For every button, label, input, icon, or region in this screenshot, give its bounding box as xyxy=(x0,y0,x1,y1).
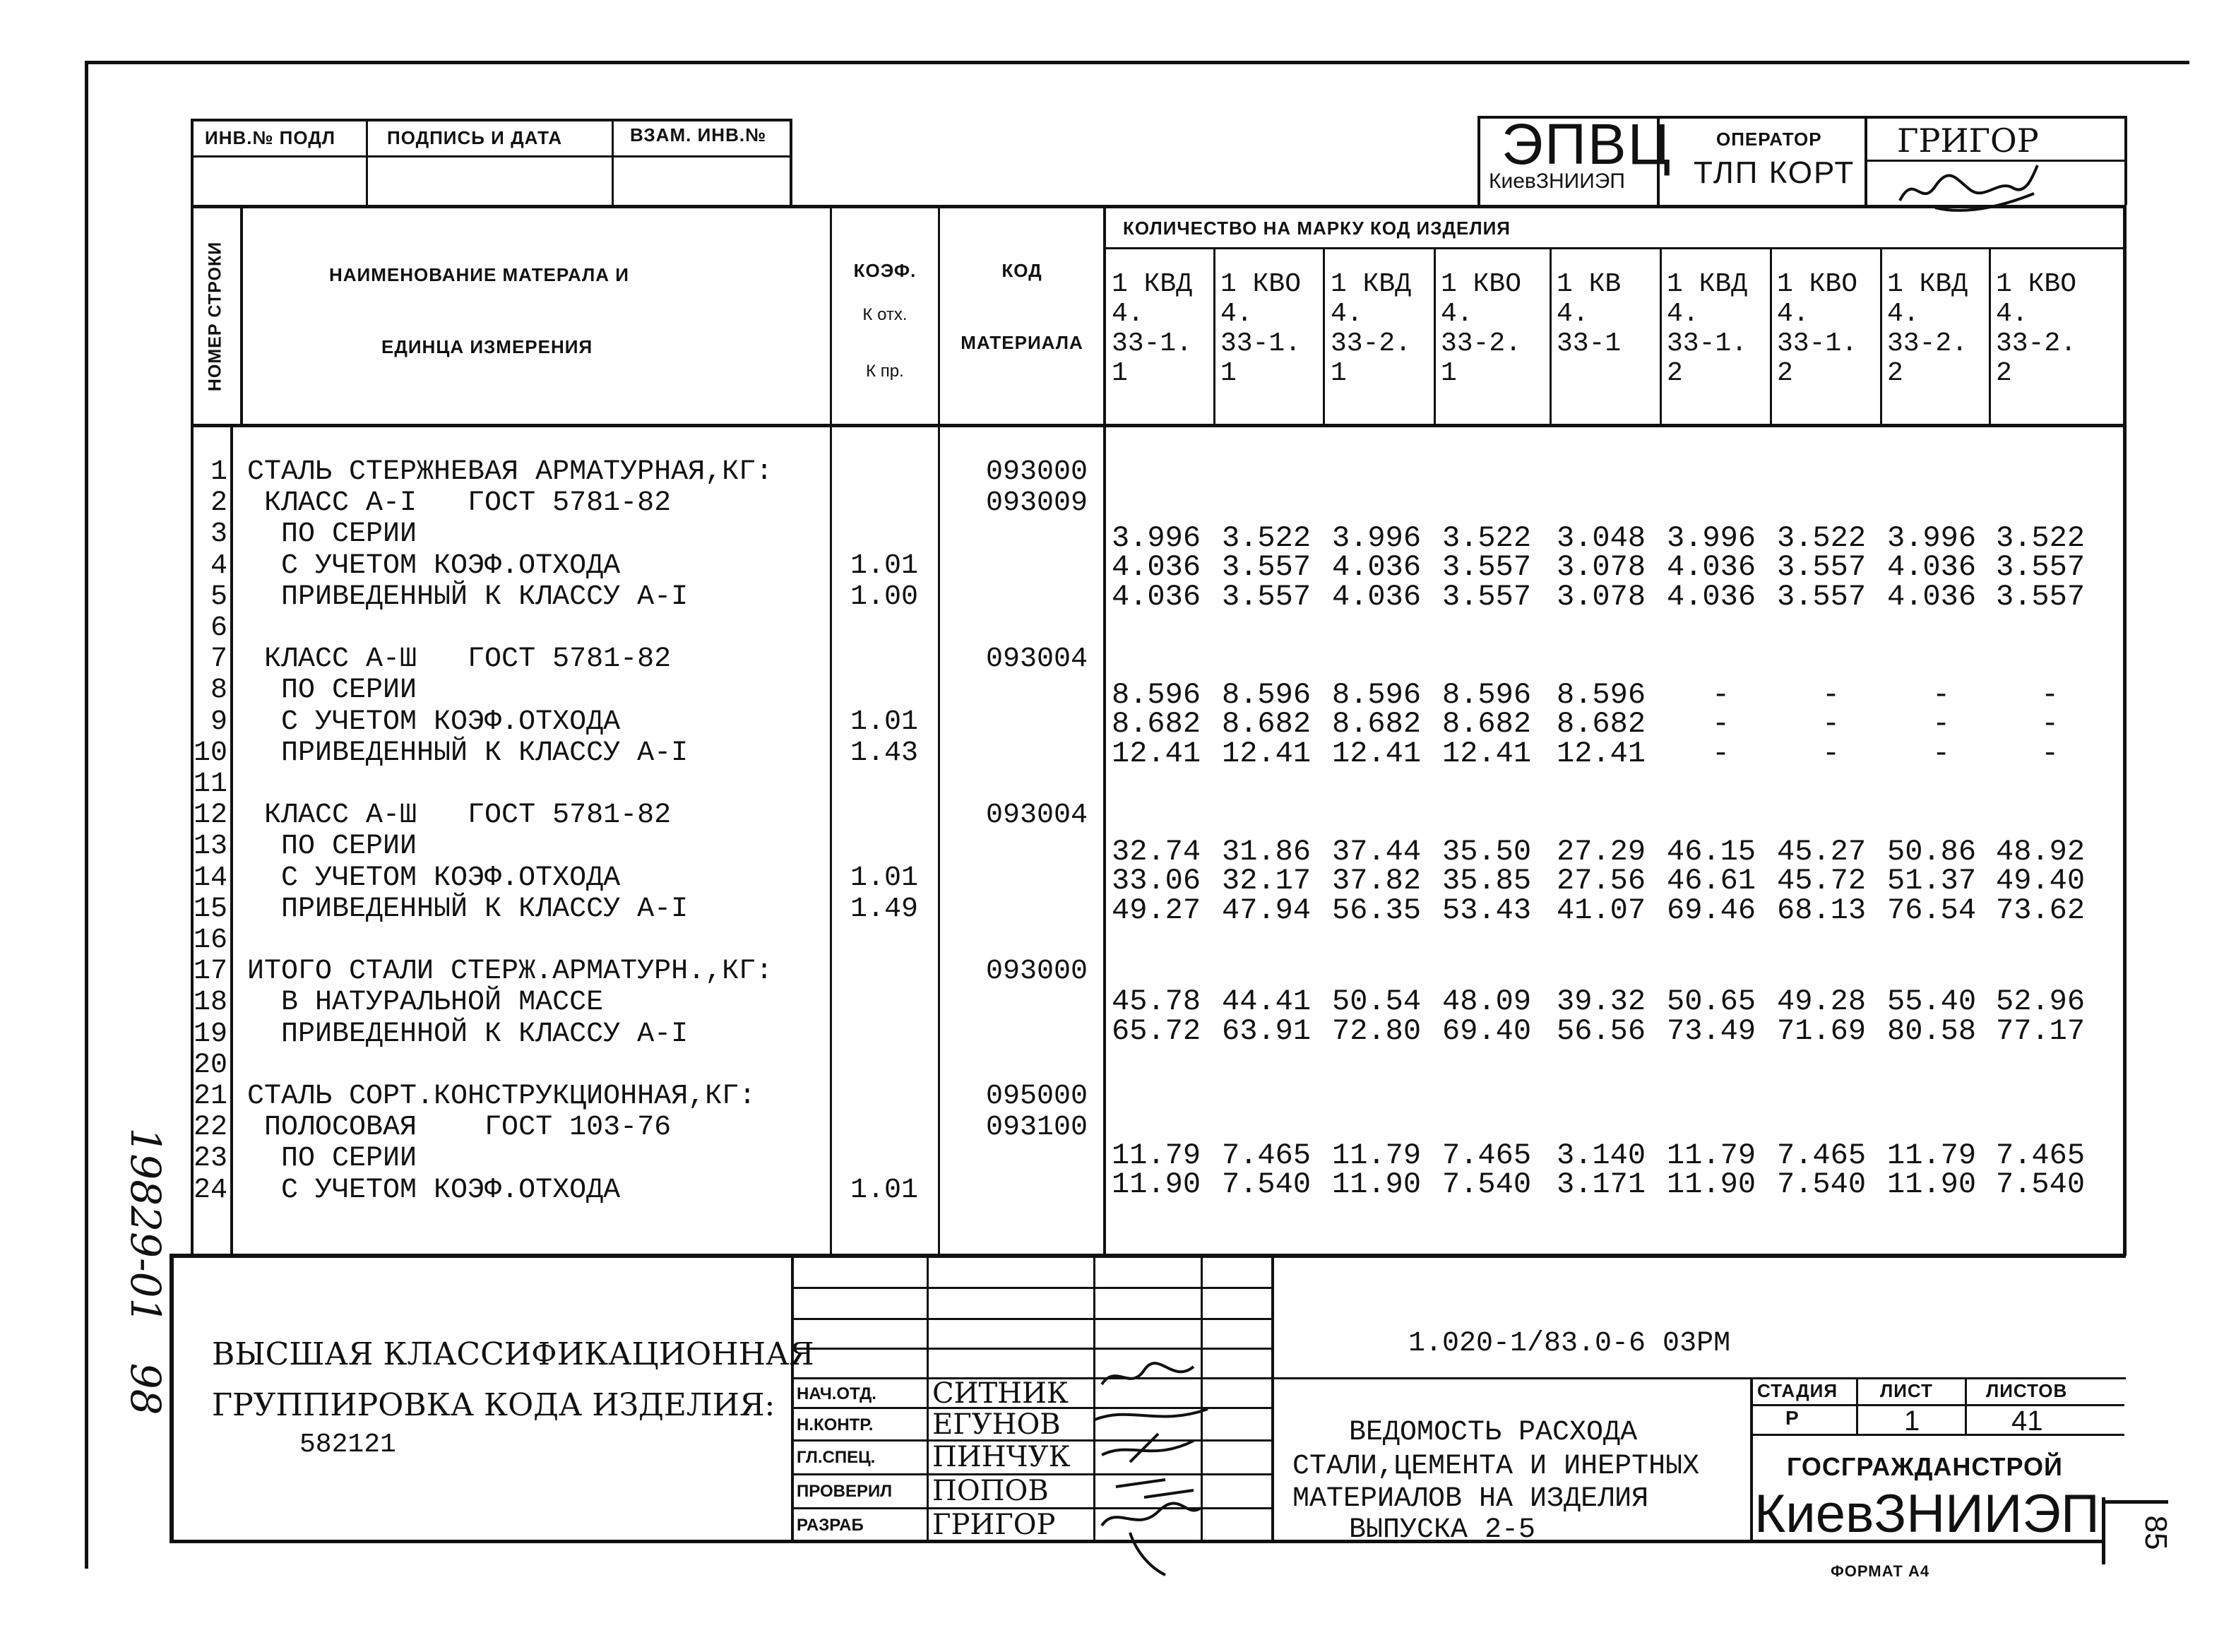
quantity-value: 44.41 xyxy=(1222,985,1312,1018)
operator-name: ГРИГОР xyxy=(1897,121,2039,160)
product-mark: 1 КВ 4. 33-1 xyxy=(1557,269,1622,359)
quantity-value: 3.522 xyxy=(1442,521,1532,555)
sheets-label: ЛИСТОВ xyxy=(1986,1380,2068,1401)
quantity-value: 56.56 xyxy=(1557,1014,1646,1048)
quantity-value: 27.56 xyxy=(1557,864,1646,898)
quantity-value: 8.596 xyxy=(1222,678,1312,712)
quantity-value: - xyxy=(2041,678,2059,712)
code-header-line2: МАТЕРИАЛА xyxy=(961,332,1083,353)
document-code: 1.020-1/83.0-6 03РМ xyxy=(1408,1328,1731,1360)
material-name: С УЧЕТОМ КОЭФ.ОТХОДА xyxy=(247,1174,621,1206)
quantity-value: 4.036 xyxy=(1332,580,1422,614)
quantity-value: 12.41 xyxy=(1442,737,1532,771)
quantity-value: 77.17 xyxy=(1996,1014,2086,1048)
quantity-value: 8.682 xyxy=(1557,707,1646,741)
quantity-value: 31.86 xyxy=(1222,835,1312,869)
sheet-label: ЛИСТ xyxy=(1880,1380,1933,1401)
row-number: 3 xyxy=(210,518,227,551)
coef-header: КОЭФ. xyxy=(853,260,917,281)
row-number: 18 xyxy=(193,987,227,1019)
quantity-value: 3.996 xyxy=(1887,521,1977,555)
quantity-value: - xyxy=(1932,737,1951,771)
quantity-value: 49.28 xyxy=(1777,985,1867,1018)
material-code: 093009 xyxy=(985,487,1088,520)
quantity-value: - xyxy=(1712,678,1730,712)
format-label: ФОРМАТ А4 xyxy=(1831,1562,1930,1580)
material-name: СТАЛЬ СОРТ.КОНСТРУКЦИОННАЯ,КГ: xyxy=(247,1081,756,1112)
coef-otx-header: К отх. xyxy=(862,305,908,324)
coefficient: 1.01 xyxy=(850,1174,918,1206)
quantity-value: 46.61 xyxy=(1667,864,1756,898)
material-code: 093000 xyxy=(985,956,1088,988)
quantity-value: - xyxy=(1712,707,1730,741)
quantity-value: 7.540 xyxy=(1777,1167,1867,1201)
material-code: 093004 xyxy=(985,643,1088,676)
material-code: 095000 xyxy=(985,1081,1088,1112)
quantity-value: 7.465 xyxy=(1222,1139,1312,1172)
row-number: 4 xyxy=(210,549,227,582)
operator-label: ОПЕРАТОР xyxy=(1716,129,1822,150)
row-number: 22 xyxy=(193,1112,227,1144)
material-name: ПО СЕРИИ xyxy=(247,1143,417,1175)
material-name: ПО СЕРИИ xyxy=(247,518,417,551)
quantity-value: 3.078 xyxy=(1557,550,1646,584)
row-number: 16 xyxy=(193,925,227,956)
quantity-value: 3.557 xyxy=(1222,580,1312,614)
quantity-value: 8.596 xyxy=(1442,678,1532,712)
signature-name: ПИНЧУК xyxy=(932,1441,1071,1473)
quantity-value: - xyxy=(1932,707,1951,741)
quantity-value: 45.27 xyxy=(1777,835,1867,869)
quantity-value: 53.43 xyxy=(1442,893,1532,927)
row-number: 7 xyxy=(210,643,227,676)
quantity-value: 65.72 xyxy=(1112,1014,1201,1048)
quantity-value: 3.557 xyxy=(1996,580,2086,614)
quantity-value: 11.90 xyxy=(1112,1167,1201,1201)
row-number: 6 xyxy=(210,612,227,644)
row-number: 11 xyxy=(193,768,227,800)
quantity-value: 3.557 xyxy=(1777,550,1867,584)
quantity-value: 7.465 xyxy=(1442,1139,1532,1172)
quantity-value: - xyxy=(1822,678,1840,712)
coef-pr-header: К пр. xyxy=(866,362,904,381)
row-number: 12 xyxy=(193,800,227,832)
quantity-value: 7.465 xyxy=(1996,1139,2086,1172)
quantity-value: 3.522 xyxy=(1222,521,1312,555)
doc-title-line3: МАТЕРИАЛОВ НА ИЗДЕЛИЯ xyxy=(1292,1483,1649,1515)
row-number: 1 xyxy=(210,456,227,488)
quantity-value: 3.557 xyxy=(1222,550,1312,584)
quantity-value: 50.86 xyxy=(1887,835,1977,869)
quantity-value: 3.557 xyxy=(1777,580,1867,614)
coefficient: 1.49 xyxy=(850,893,918,925)
quantity-value: 68.13 xyxy=(1777,893,1867,927)
quantity-value: 12.41 xyxy=(1332,737,1422,771)
quantity-value: 12.41 xyxy=(1222,737,1312,771)
quantity-value: 11.79 xyxy=(1667,1139,1756,1172)
row-number: 13 xyxy=(193,831,227,863)
row-number: 2 xyxy=(210,487,227,520)
signature-name: ГРИГОР xyxy=(932,1509,1056,1541)
quantity-value: 73.49 xyxy=(1667,1014,1756,1048)
quantity-value: 41.07 xyxy=(1557,893,1646,927)
quantity-value: 12.41 xyxy=(1557,737,1646,771)
quantity-value: 8.596 xyxy=(1332,678,1422,712)
quantity-value: 3.996 xyxy=(1332,521,1422,555)
quantity-value: 49.40 xyxy=(1996,864,2086,898)
quantity-value: 4.036 xyxy=(1112,550,1201,584)
signatures-handwritten xyxy=(1088,1356,1215,1582)
quantity-value: 33.06 xyxy=(1112,864,1201,898)
stage-value: Р xyxy=(1785,1407,1799,1429)
quantity-value: 69.40 xyxy=(1442,1014,1532,1048)
quantity-value: 3.996 xyxy=(1667,521,1756,555)
row-number: 14 xyxy=(193,862,227,894)
org-kievzniiep-small: КиевЗНИИЭП xyxy=(1489,170,1625,193)
classification-line2: ГРУППИРОВКА КОДА ИЗДЕЛИЯ: xyxy=(212,1387,775,1423)
quantity-value: - xyxy=(1822,707,1840,741)
material-name: В НАТУРАЛЬНОЙ МАССЕ xyxy=(247,987,604,1019)
row-number: 8 xyxy=(210,675,227,707)
quantity-value: 55.40 xyxy=(1887,985,1977,1018)
left-vertical-code: 19829-01 98 xyxy=(121,1127,170,1415)
org-gosgrazhdanstroy: ГОСГРАЖДАНСТРОЙ xyxy=(1787,1452,2063,1481)
material-name: КЛАСС А-Ш ГОСТ 5781-82 xyxy=(247,643,672,676)
quantity-value: 7.465 xyxy=(1777,1139,1867,1172)
material-name: ПРИВЕДЕННОЙ К КЛАССУ А-I xyxy=(247,1018,689,1050)
quantity-value: 39.32 xyxy=(1557,985,1646,1018)
quantity-value: 47.94 xyxy=(1222,893,1312,927)
operator-signature xyxy=(1893,158,2048,222)
quantity-value: 8.682 xyxy=(1332,707,1422,741)
signature-role: ГЛ.СПЕЦ. xyxy=(797,1448,876,1467)
sheets-value: 41 xyxy=(2011,1406,2043,1437)
row-number-header: НОМЕР СТРОКИ xyxy=(205,241,225,392)
product-mark: 1 КВО 4. 33-1. 1 xyxy=(1220,269,1302,388)
quantity-value: 35.85 xyxy=(1442,864,1532,898)
stage-label: СТАДИЯ xyxy=(1757,1380,1838,1401)
code-header-line1: КОД xyxy=(1001,260,1042,281)
material-name: ПО СЕРИИ xyxy=(247,675,417,707)
product-mark: 1 КВО 4. 33-1. 2 xyxy=(1777,269,1858,388)
material-code: 093100 xyxy=(985,1112,1088,1144)
row-number: 21 xyxy=(193,1081,227,1112)
doc-title-line1: ВЕДОМОСТЬ РАСХОДА xyxy=(1349,1417,1638,1449)
quantity-value: 8.682 xyxy=(1112,707,1201,741)
product-mark: 1 КВД 4. 33-2. 1 xyxy=(1331,269,1412,388)
inv-podl-label: ИНВ.№ ПОДЛ xyxy=(205,127,336,148)
quantity-value: 45.78 xyxy=(1112,985,1201,1018)
quantity-value: 11.79 xyxy=(1112,1139,1201,1172)
quantity-value: 69.46 xyxy=(1667,893,1756,927)
quantity-value: 11.79 xyxy=(1887,1139,1977,1172)
quantity-value: - xyxy=(2041,707,2059,741)
quantity-value: - xyxy=(1712,737,1730,771)
podpis-label: ПОДПИСЬ И ДАТА xyxy=(387,127,563,148)
quantity-value: 8.596 xyxy=(1112,678,1201,712)
quantity-value: 49.27 xyxy=(1112,893,1201,927)
material-name: С УЧЕТОМ КОЭФ.ОТХОДА xyxy=(247,706,621,738)
material-name: ПОЛОСОВАЯ ГОСТ 103-76 xyxy=(247,1112,672,1144)
org-kievzniiep: КиевЗНИИЭП xyxy=(1754,1484,2100,1544)
row-number: 20 xyxy=(193,1049,227,1081)
quantity-value: 80.58 xyxy=(1887,1014,1977,1048)
signature-role: ПРОВЕРИЛ xyxy=(797,1482,893,1501)
product-mark: 1 КВД 4. 33-1. 1 xyxy=(1112,269,1193,388)
quantity-value: 3.557 xyxy=(1442,580,1532,614)
quantity-value: 45.72 xyxy=(1777,864,1867,898)
quantity-value: 32.74 xyxy=(1112,835,1201,869)
quantity-value: 50.65 xyxy=(1667,985,1756,1018)
quantity-value: 32.17 xyxy=(1222,864,1312,898)
row-number: 23 xyxy=(193,1143,227,1175)
quantity-value: 11.79 xyxy=(1332,1139,1422,1172)
signature-name: СИТНИК xyxy=(932,1377,1069,1410)
row-number: 15 xyxy=(193,893,227,925)
quantity-value: 3.522 xyxy=(1777,521,1867,555)
quantity-value: 4.036 xyxy=(1332,550,1422,584)
coefficient: 1.01 xyxy=(850,862,918,894)
row-number: 9 xyxy=(210,706,227,738)
product-mark: 1 КВО 4. 33-2. 2 xyxy=(1996,269,2077,388)
doc-title-line4: ВЫПУСКА 2-5 xyxy=(1349,1514,1536,1546)
quantity-value: 11.90 xyxy=(1887,1167,1977,1201)
quantity-value: 37.82 xyxy=(1332,864,1422,898)
quantity-value: 48.92 xyxy=(1996,835,2086,869)
quantity-value: 73.62 xyxy=(1996,893,2086,927)
quantity-value: 37.44 xyxy=(1332,835,1422,869)
vzam-label: ВЗАМ. ИНВ.№ xyxy=(630,124,767,145)
outer-top-line xyxy=(85,61,2189,64)
quantity-value: 52.96 xyxy=(1996,985,2086,1018)
quantity-value: 3.557 xyxy=(1996,550,2086,584)
coefficient: 1.01 xyxy=(850,706,918,738)
quantity-value: 76.54 xyxy=(1887,893,1977,927)
quantity-value: 12.41 xyxy=(1112,737,1201,771)
quantity-value: - xyxy=(1932,678,1951,712)
product-mark: 1 КВД 4. 33-2. 2 xyxy=(1887,269,1968,388)
quantity-value: 4.036 xyxy=(1667,580,1756,614)
quantity-value: 3.996 xyxy=(1112,521,1201,555)
quantity-value: 3.171 xyxy=(1557,1167,1646,1201)
quantity-value: 4.036 xyxy=(1667,550,1756,584)
quantity-value: 7.540 xyxy=(1442,1167,1532,1201)
quantity-value: 11.90 xyxy=(1332,1167,1422,1201)
product-mark: 1 КВД 4. 33-1. 2 xyxy=(1667,269,1748,388)
classification-line1: ВЫСШАЯ КЛАССИФИКАЦИОННАЯ xyxy=(212,1336,814,1372)
quantity-value: 3.048 xyxy=(1557,521,1646,555)
quantity-value: 7.540 xyxy=(1996,1167,2086,1201)
material-name: СТАЛЬ СТЕРЖНЕВАЯ АРМАТУРНАЯ,КГ: xyxy=(247,456,773,488)
signature-name: ЕГУНОВ xyxy=(932,1408,1061,1441)
quantity-value: 48.09 xyxy=(1442,985,1532,1018)
product-mark: 1 КВО 4. 33-2. 1 xyxy=(1441,269,1522,388)
name-header-line2: ЕДИНЦА ИЗМЕРЕНИЯ xyxy=(381,336,593,357)
material-name: С УЧЕТОМ КОЭФ.ОТХОДА xyxy=(247,549,621,582)
quantity-value: 56.35 xyxy=(1332,893,1422,927)
quantity-value: - xyxy=(1822,737,1840,771)
row-number: 10 xyxy=(193,737,227,769)
material-name: ПРИВЕДЕННЫЙ К КЛАССУ А-I xyxy=(247,893,689,925)
row-number: 17 xyxy=(193,956,227,988)
quantity-value: 72.80 xyxy=(1332,1014,1422,1048)
operator-value: ТЛП КОРТ xyxy=(1694,155,1855,190)
material-name: ИТОГО СТАЛИ СТЕРЖ.АРМАТУРН.,КГ: xyxy=(247,956,773,988)
quantity-value: 3.140 xyxy=(1557,1139,1646,1172)
material-name: КЛАСС А-I ГОСТ 5781-82 xyxy=(247,487,672,520)
material-name: ПРИВЕДЕННЫЙ К КЛАССУ А-I xyxy=(247,581,689,613)
quantity-value: 8.682 xyxy=(1442,707,1532,741)
row-number: 5 xyxy=(210,581,227,613)
material-code: 093004 xyxy=(985,800,1088,832)
quantity-value: 8.596 xyxy=(1557,678,1646,712)
doc-title-line2: СТАЛИ,ЦЕМЕНТА И ИНЕРТНЫХ xyxy=(1292,1451,1700,1482)
org-epvc: ЭПВЦ xyxy=(1501,112,1672,177)
signature-role: НАЧ.ОТД. xyxy=(797,1384,876,1403)
page-number-vertical: 85 xyxy=(2139,1515,2173,1550)
quantity-value: 8.682 xyxy=(1222,707,1312,741)
quantity-value: 63.91 xyxy=(1222,1014,1312,1048)
quantity-value: 4.036 xyxy=(1887,550,1977,584)
quantity-value: - xyxy=(2041,737,2059,771)
quantity-value: 27.29 xyxy=(1557,835,1646,869)
material-name: С УЧЕТОМ КОЭФ.ОТХОДА xyxy=(247,862,621,894)
signature-role: Н.КОНТР. xyxy=(797,1415,874,1434)
qty-header: КОЛИЧЕСТВО НА МАРКУ КОД ИЗДЕЛИЯ xyxy=(1123,218,1511,239)
classification-code: 582121 xyxy=(299,1430,396,1460)
coefficient: 1.00 xyxy=(850,581,918,613)
quantity-value: 50.54 xyxy=(1332,985,1422,1018)
outer-left-line xyxy=(85,61,88,1569)
row-number: 24 xyxy=(193,1174,227,1206)
quantity-value: 71.69 xyxy=(1777,1014,1867,1048)
coefficient: 1.43 xyxy=(850,737,918,769)
quantity-value: 46.15 xyxy=(1667,835,1756,869)
material-name: ПРИВЕДЕННЫЙ К КЛАССУ А-I xyxy=(247,737,689,769)
quantity-value: 11.90 xyxy=(1667,1167,1756,1201)
quantity-value: 35.50 xyxy=(1442,835,1532,869)
row-number: 19 xyxy=(193,1018,227,1050)
quantity-value: 4.036 xyxy=(1112,580,1201,614)
signature-name: ПОПОВ xyxy=(932,1475,1049,1507)
material-code: 093000 xyxy=(985,456,1088,488)
quantity-value: 51.37 xyxy=(1887,864,1977,898)
sheet-value: 1 xyxy=(1904,1406,1920,1437)
coefficient: 1.01 xyxy=(850,549,918,582)
quantity-value: 4.036 xyxy=(1887,580,1977,614)
quantity-value: 7.540 xyxy=(1222,1167,1312,1201)
quantity-value: 3.522 xyxy=(1996,521,2086,555)
material-name: ПО СЕРИИ xyxy=(247,831,417,863)
quantity-value: 3.078 xyxy=(1557,580,1646,614)
name-header-line1: НАИМЕНОВАНИЕ МАТЕРАЛА И xyxy=(329,264,629,285)
quantity-value: 3.557 xyxy=(1442,550,1532,584)
material-name: КЛАСС А-Ш ГОСТ 5781-82 xyxy=(247,800,672,832)
signature-role: РАЗРАБ xyxy=(797,1516,864,1535)
